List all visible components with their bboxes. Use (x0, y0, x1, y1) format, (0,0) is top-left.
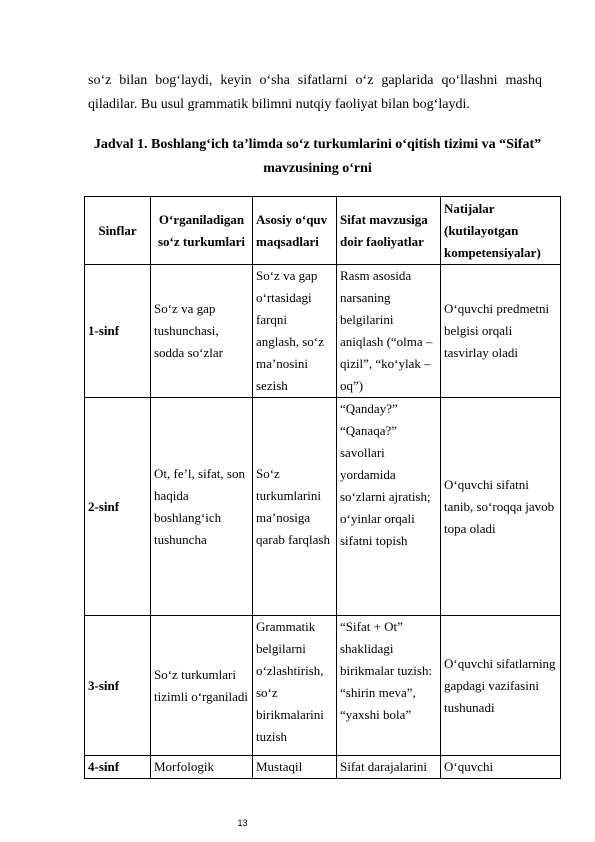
cell-word-classes: Ot, fe’l, sifat, son haqida boshlang‘ich tushuncha (151, 398, 253, 616)
cell-goals: So‘z turkumlarini ma’nosiga qarab farqlash (253, 398, 337, 616)
cell-activities: “Qanday?” “Qanaqa?” savollari yordamida so‘zlarni ajratish; o‘yinlar orqali sifatni topish (337, 398, 441, 616)
cell-grade: 1-sinf (85, 265, 151, 398)
header-activities: Sifat mavzusiga doir faoliyatlar (337, 197, 441, 265)
cell-activities: “Sifat + Ot” shaklidagi birikmalar tuzish: “shirin meva”, “yaxshi bola” (337, 616, 441, 756)
body-paragraph (88, 69, 542, 117)
table-row (85, 265, 561, 398)
header-word-classes: O‘rganiladigan so‘z turkumlari (151, 197, 253, 265)
table-row (85, 398, 561, 616)
cell-goals: So‘z va gap o‘rtasidagi farqni anglash, so‘z ma’nosini sezish (253, 265, 337, 398)
header-grades: Sinflar (85, 197, 151, 265)
cell-activities: Sifat darajalarini (337, 756, 441, 779)
page-number: 13 (237, 818, 248, 828)
cell-goals: Mustaqil (253, 756, 337, 779)
cell-results: O‘quvchi (441, 756, 561, 779)
cell-word-classes: So‘z va gap tushunchasi, sodda so‘zlar (151, 265, 253, 398)
cell-results: O‘quvchi sifatlarning gapdagi vazifasini tushunadi (441, 616, 561, 756)
table-header-row (85, 197, 561, 265)
cell-grade: 2-sinf (85, 398, 151, 616)
cell-grade: 4-sinf (85, 756, 151, 779)
table-row (85, 756, 561, 779)
paragraph-line-2: qiladilar. Bu usul grammatik bilimni nutqiy faoliyat bilan bog‘laydi. (88, 97, 470, 112)
header-results: Natijalar (kutilayotgan kompetensiyalar) (441, 197, 561, 265)
header-goals: Asosiy o‘quv maqsadlari (253, 197, 337, 265)
table-caption: Jadval 1. Boshlang‘ich ta’limda so‘z turkumlarini o‘qitish tizimi va “Sifat” mavzusining o‘rni (93, 137, 542, 176)
curriculum-table (84, 196, 561, 779)
cell-activities: Rasm asosida narsaning belgilarini aniqlash (“olma – qizil”, “ko‘ylak – oq”) (337, 265, 441, 398)
table-row (85, 616, 561, 756)
cell-word-classes: Morfologik (151, 756, 253, 779)
cell-results: O‘quvchi sifatni tanib, so‘roqqa javob topa oladi (441, 398, 561, 616)
paragraph-line-1: so‘z bilan bog‘laydi, keyin o‘sha sifatlarni o‘z gaplarida qo‘llashni mashq (88, 73, 542, 88)
cell-results: O‘quvchi predmetni belgisi orqali tasvirlay oladi (441, 265, 561, 398)
cell-grade: 3-sinf (85, 616, 151, 756)
cell-word-classes: So‘z turkumlari tizimli o‘rganiladi (151, 616, 253, 756)
cell-goals: Grammatik belgilarni o‘zlashtirish, so‘z birikmalarini tuzish (253, 616, 337, 756)
